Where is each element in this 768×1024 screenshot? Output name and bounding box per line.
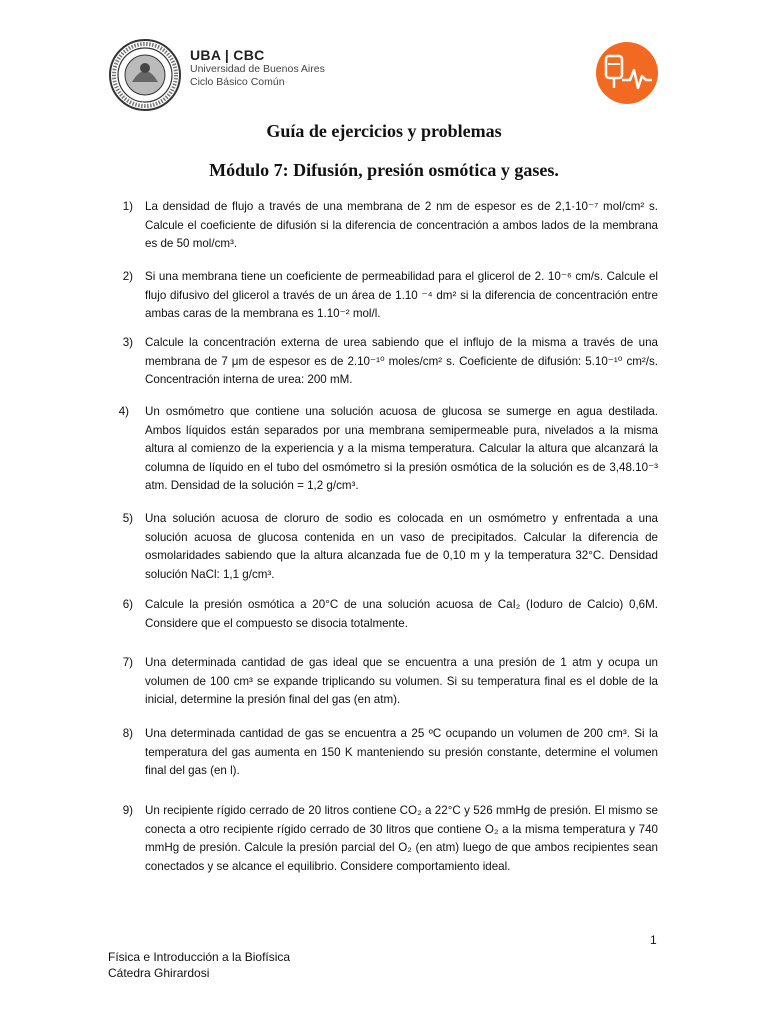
exercise-item: [122, 596, 658, 633]
exercise-item: [122, 198, 658, 254]
exercise-text: Una determinada cantidad de gas se encuentra a 25 ºC ocupando un volumen de 200 cm³. Si la temperatura del gas aumenta en 150 K manteniendo su presión constante, determine el volumen final del gas (en l).: [145, 727, 658, 778]
page-number: 1: [650, 933, 657, 947]
uba-subtitle-2: Ciclo Básico Común: [190, 75, 285, 88]
exercise-number: 3): [122, 336, 133, 349]
uba-subtitle-1: Universidad de Buenos Aires: [190, 63, 325, 75]
page-header: [108, 38, 668, 114]
uba-title: UBA | CBC: [190, 47, 265, 63]
exercise-text: Calcule la presión osmótica a 20°C de una solución acuosa de CaI₂ (Ioduro de Calcio) 0,6M. Considere que el compuesto se disocia totalmente.: [145, 598, 658, 630]
exercise-number: 1): [122, 200, 133, 213]
exercise-item: [122, 725, 658, 781]
guide-title: Guía de ejercicios y problemas: [266, 121, 502, 141]
exercise-number: 6): [122, 598, 133, 611]
exercise-item: [122, 802, 658, 876]
exercise-item: [118, 403, 658, 496]
exercise-text: La densidad de flujo a través de una membrana de 2 nm de espesor es de 2,1·10⁻⁷ mol/cm² s. Calcule el coeficiente de difusión si la diferencia de concentración a ambos lados de la membrana es de 50 mol/cm³.: [145, 200, 658, 251]
exercise-text: Un recipiente rígido cerrado de 20 litros contiene CO₂ a 22°C y 526 mmHg de presión. El mismo se conecta a otro recipiente rígido cerrado de 30 litros que contiene O₂ a la misma temperatura y 740 mmHg de presión. Calcule la presión parcial del O₂ (en atm) luego de que ambos recipientes sean conectados y se alcance el equilibrio. Considere comportamiento ideal.: [145, 804, 658, 873]
exercise-item: [122, 334, 658, 390]
exercise-text: Una solución acuosa de cloruro de sodio es colocada en un osmómetro y enfrentada a una solución acuosa de glucosa contenida en un vaso de precipitados. Calcular la diferencia de osmolaridades sabiendo que la altura alcanzada fue de 0,10 m y la temperatura 32°C. Densidad solución NaCl: 1,1 g/cm³.: [145, 512, 658, 581]
footer-chair: Cátedra Ghirardosi: [108, 966, 210, 980]
module-title: Módulo 7: Difusión, presión osmótica y gases.: [209, 160, 559, 180]
exercise-text: Calcule la concentración externa de urea sabiendo que el influjo de la misma a través de una membrana de 7 μm de espesor es de 2.10⁻¹⁰ moles/cm² s. Coeficiente de difusión: 5.10⁻¹⁰ cm²/s. Concentración interna de urea: 200 mM.: [145, 336, 658, 387]
page-footer: [108, 949, 290, 981]
biophysics-logo-icon: [594, 40, 660, 106]
exercise-text: Una determinada cantidad de gas ideal que se encuentra a una presión de 1 atm y ocupa un volumen de 100 cm³ se expande triplicando su volumen. Si su temperatura final es el doble de la inicial, determine la presión final del gas (en atm).: [145, 656, 658, 707]
exercise-number: 2): [122, 270, 133, 283]
exercise-number: 8): [122, 727, 133, 740]
university-seal-icon: [108, 38, 182, 112]
uba-logo-text: [190, 48, 325, 87]
exercise-number: 4): [118, 405, 129, 418]
exercise-item: [122, 510, 658, 584]
footer-course: Física e Introducción a la Biofísica: [108, 950, 291, 964]
exercise-item: [122, 268, 658, 324]
exercise-number: 7): [122, 656, 133, 669]
exercise-item: [122, 654, 658, 710]
exercise-number: 9): [122, 804, 133, 817]
exercise-text: Un osmómetro que contiene una solución acuosa de glucosa se sumerge en agua destilada. Ambos líquidos están separados por una membrana semipermeable pura, nivelados a la misma altura al comienzo de la experiencia y a la misma temperatura. Calcular la altura que alcanzará la columna de líquido en el tubo del osmómetro si la presión osmótica de la solución es de 3,48.10⁻³ atm. Densidad de la solución = 1,2 g/cm³.: [145, 405, 658, 493]
exercise-text: Si una membrana tiene un coeficiente de permeabilidad para el glicerol de 2. 10⁻⁶ cm/s. Calcule el flujo difusivo del glicerol a través de un área de 1.10 ⁻⁴ dm² si la diferencia de concentración entre ambas caras de la membrana es 1.10⁻² mol/l.: [145, 270, 658, 321]
exercise-number: 5): [122, 512, 133, 525]
